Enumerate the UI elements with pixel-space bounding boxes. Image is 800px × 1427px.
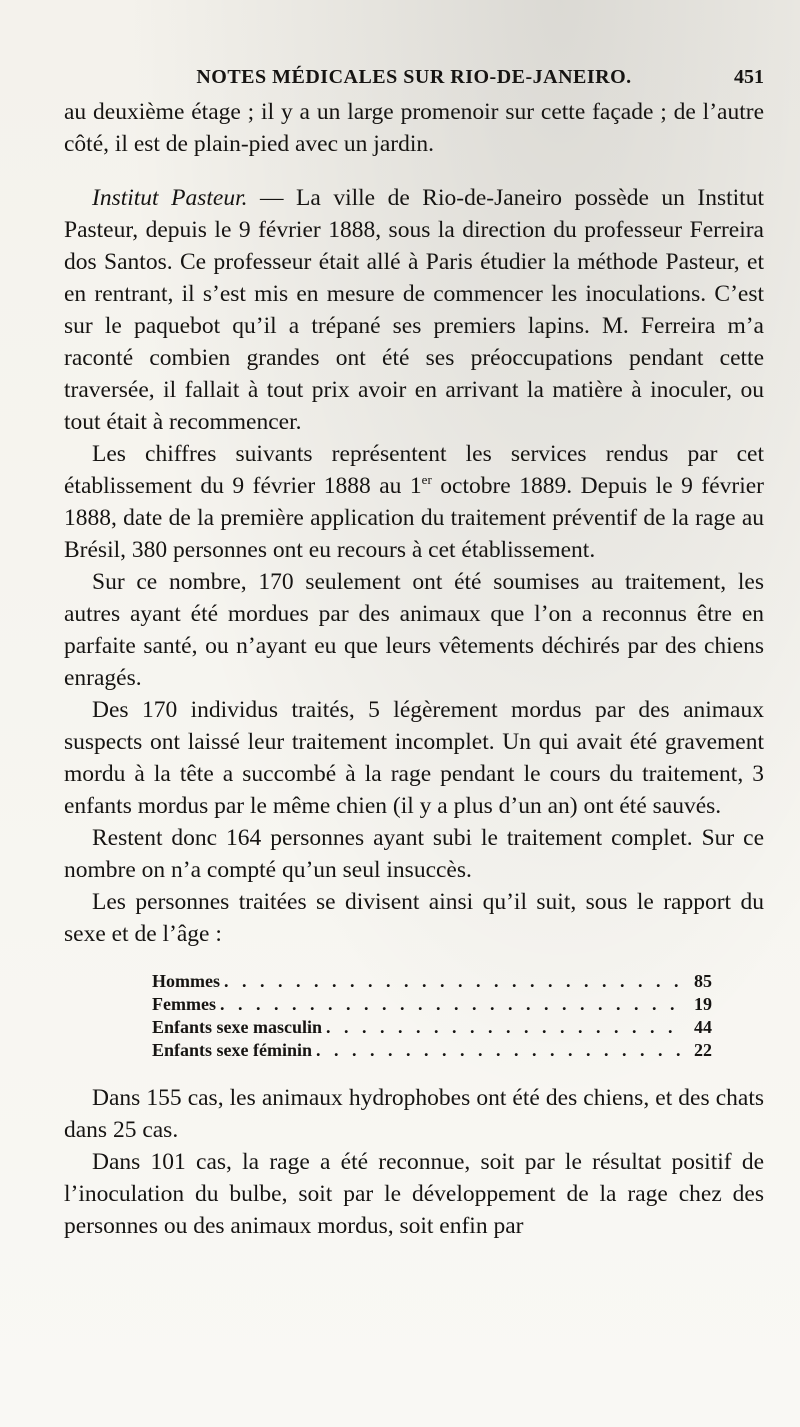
stat-value: 44 — [694, 1017, 712, 1037]
stat-row — [152, 1016, 712, 1039]
leader-dots — [316, 1039, 680, 1062]
running-title: NOTES MÉDICALES SUR RIO-DE-JANEIRO. — [196, 66, 632, 88]
stat-value: 85 — [694, 971, 712, 991]
stat-row — [152, 1039, 712, 1062]
superscript: er — [421, 472, 432, 488]
paragraph: Des 170 individus traités, 5 légèrement mordus par des animaux suspects ont laissé leur traitement incomplet. Un qui avait été gravement mordu à la tête a succombé à la rage pendant le cours du traitement, 3 enfants mordus par le même chien (il y a plus d’un an) ont été sauvés. — [64, 697, 764, 819]
statistics-table — [152, 970, 712, 1062]
paragraph: Dans 155 cas, les animaux hydrophobes ont été des chiens, et des chats dans 25 cas. — [64, 1085, 764, 1143]
stat-label: Femmes — [152, 994, 216, 1014]
stat-value: 22 — [694, 1040, 712, 1060]
section-heading: Institut Pasteur. — [92, 185, 248, 211]
stat-label: Enfants sexe masculin — [152, 1017, 323, 1037]
paragraph: Dans 101 cas, la rage a été reconnue, soit par le résultat positif de l’inoculation du bulbe, soit par le développement de la rage chez des personnes ou des animaux mordus, soit enfin par — [64, 1149, 764, 1239]
stat-row — [152, 993, 712, 1016]
paragraph — [64, 438, 764, 566]
paragraph: Les personnes traitées se divisent ainsi qu’il suit, sous le rapport du sexe et de l’âge : — [64, 889, 764, 947]
paragraph: Restent donc 164 personnes ayant subi le traitement complet. Sur ce nombre on n’a compté qu’un seul insuccès. — [64, 825, 764, 883]
stat-value: 19 — [694, 994, 712, 1014]
paragraph: Sur ce nombre, 170 seulement ont été soumises au traitement, les autres ayant été mordues par des animaux que l’on a reconnus être en parfaite santé, ou n’ayant eu que leurs vêtements déchirés par des chiens enragés. — [64, 569, 764, 691]
body-text — [64, 96, 764, 1242]
leader-dots — [326, 1016, 680, 1039]
stat-row — [152, 970, 712, 993]
paragraph: au deuxième étage ; il y a un large promenoir sur cette façade ; de l’autre côté, il est de plain-pied avec un jardin. — [64, 99, 764, 157]
stat-label: Enfants sexe féminin — [152, 1040, 313, 1060]
paragraph-text: Les chiffres suivants représentent les services rendus par cet établissement du 9 février 1888 au 1 — [64, 441, 764, 499]
paragraph-institut-pasteur — [64, 182, 764, 438]
paragraph-text: octobre 1889. Depuis le 9 février 1888, date de la première application du traitement préventif de la rage au Brésil, 380 personnes ont eu recours à cet établissement. — [64, 473, 764, 563]
page-number: 451 — [734, 66, 764, 88]
stat-label: Hommes — [152, 971, 220, 991]
page-header — [64, 62, 764, 92]
paragraph-text: — La ville de Rio-de-Janeiro possède un Institut Pasteur, depuis le 9 février 1888, sous la direction du professeur Ferreira dos Santos. Ce professeur était allé à Paris étudier la méthode Pasteur, et en rentrant, il s’est mis en mesure de commencer les inoculations. C’est sur le paquebot qu’il a trépané ses premiers lapins. M. Ferreira m’a raconté combien grandes ont été ses préoccupations pendant cette traversée, il fallait à tout prix avoir en arrivant la matière à inoculer, ou tout était à recommencer. — [64, 185, 764, 435]
leader-dots — [220, 993, 680, 1016]
leader-dots — [224, 970, 680, 993]
